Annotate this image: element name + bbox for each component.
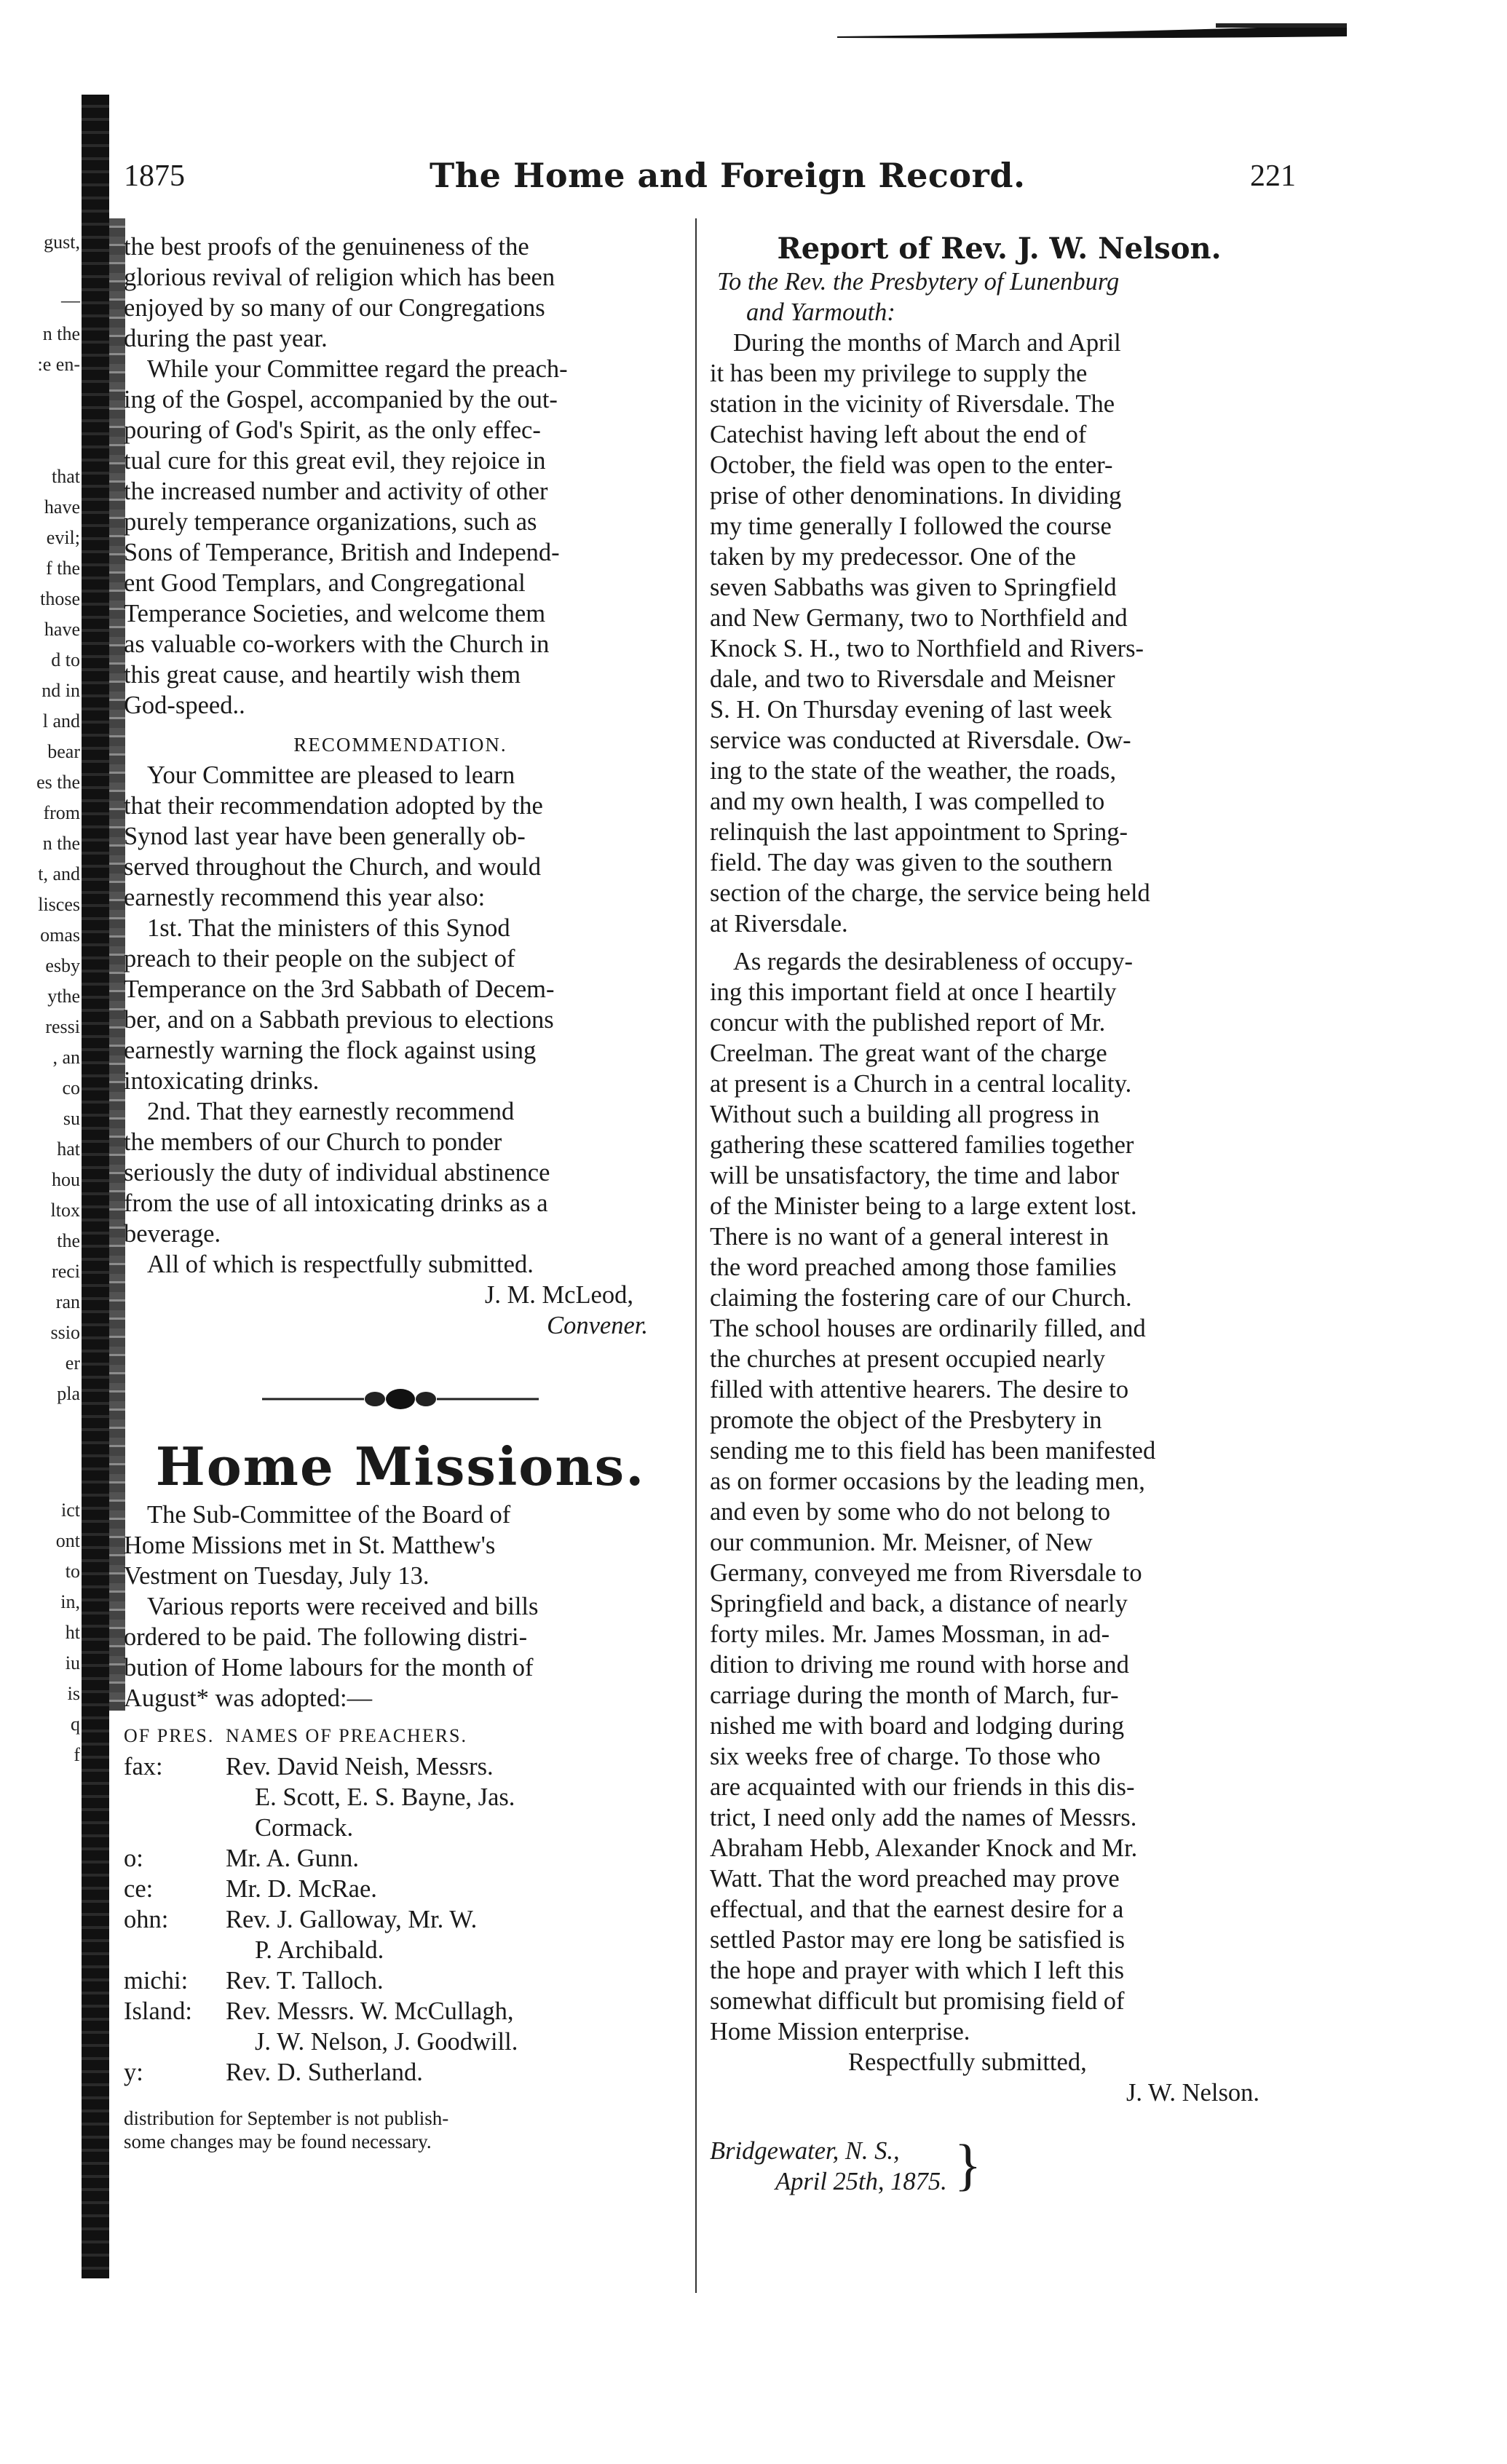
text-line: While your Committee regard the preach-: [147, 355, 568, 383]
text-line: at Riversdale.: [710, 910, 848, 938]
text-line: the hope and prayer with which I left this: [710, 1957, 1125, 1984]
gutter-shadow: [82, 95, 109, 2278]
margin-fragment: d to: [51, 649, 80, 670]
margin-fragment: iu: [65, 1652, 80, 1673]
text-line: from the use of all intoxicating drinks as a: [124, 1189, 548, 1217]
presbytery-cell: o:: [124, 1845, 143, 1872]
margin-fragment: ltox: [50, 1200, 80, 1221]
margin-fragment: :e en-: [37, 354, 80, 375]
gutter-shadow-secondary: [109, 218, 125, 1711]
text-line: earnestly recommend this year also:: [124, 884, 486, 911]
margin-fragment: l and: [42, 710, 80, 732]
text-line: settled Pastor may ere long be satisfied is: [710, 1926, 1126, 1954]
text-line: There is no want of a general interest in: [710, 1223, 1109, 1251]
preachers-cell: Rev. J. Galloway, Mr. W.: [226, 1906, 478, 1933]
text-line: Without such a building all progress in: [710, 1101, 1100, 1128]
presbytery-cell: ohn:: [124, 1906, 169, 1933]
text-line: Springfield and back, a distance of nearly: [710, 1590, 1128, 1617]
text-line: Various reports were received and bills: [147, 1593, 539, 1620]
margin-fragment: es the: [36, 772, 80, 793]
text-line: during the past year.: [124, 325, 328, 352]
margin-fragment: the: [57, 1230, 80, 1251]
text-line: Home Missions met in St. Matthew's: [124, 1532, 496, 1559]
text-line: Germany, conveyed me from Riversdale to: [710, 1559, 1142, 1587]
preachers-table-header: [124, 1721, 677, 1751]
text-line: six weeks free of charge. To those who: [710, 1743, 1101, 1770]
text-line: Synod last year have been generally ob-: [124, 823, 526, 850]
table-row: [124, 2027, 677, 2057]
margin-fragment: ressi: [45, 1016, 80, 1037]
recommendation-paragraph: [124, 760, 677, 913]
margin-fragment: er: [65, 1352, 80, 1374]
report-paragraph-1: [710, 328, 1289, 939]
text-line: and my own health, I was compelled to: [710, 788, 1105, 815]
margin-fragment: ythe: [47, 986, 80, 1007]
text-line: sending me to this field has been manifested: [710, 1437, 1156, 1465]
text-line: relinquish the last appointment to Spring-: [710, 818, 1128, 846]
report-paragraph-2: [710, 946, 1289, 2047]
text-line: the members of our Church to ponder: [124, 1128, 502, 1156]
margin-fragment: pla: [57, 1383, 80, 1404]
signer-name: J. M. McLeod,: [484, 1281, 633, 1309]
home-missions-paragraph-2: [124, 1591, 677, 1714]
preachers-cell: P. Archibald.: [255, 1936, 384, 1964]
text-line: God-speed..: [124, 692, 245, 719]
text-line: glorious revival of religion which has been: [124, 264, 555, 291]
text-line: some changes may be found necessary.: [124, 2131, 432, 2152]
text-line: Abraham Hebb, Alexander Knock and Mr.: [710, 1834, 1138, 1862]
header-year: 1875: [124, 159, 185, 193]
text-line: bution of Home labours for the month of: [124, 1654, 534, 1681]
table-row: [124, 1782, 677, 1813]
presbytery-cell: [124, 1935, 226, 1965]
margin-fragment: is: [67, 1683, 80, 1704]
text-line: ordered to be paid. The following distri-: [124, 1623, 528, 1651]
text-line: dale, and two to Riversdale and Meisner: [710, 665, 1115, 693]
text-line: 1st. That the ministers of this Synod: [147, 914, 510, 942]
column-rule: [695, 218, 697, 2293]
text-line: at present is a Church in a central locality.: [710, 1070, 1132, 1098]
margin-fragment: from: [43, 802, 80, 823]
text-line: The school houses are ordinarily filled, and: [710, 1315, 1146, 1342]
margin-fragment: q: [71, 1714, 80, 1735]
text-line: our communion. Mr. Meisner, of New: [710, 1529, 1093, 1556]
table-row: [124, 1965, 677, 1996]
text-line: Vestment on Tuesday, July 13.: [124, 1562, 430, 1590]
margin-fragment: f the: [46, 558, 80, 579]
text-line: S. H. On Thursday evening of last week: [710, 696, 1112, 724]
dateline: [710, 2133, 1289, 2197]
text-line: forty miles. Mr. James Mossman, in ad-: [710, 1620, 1110, 1648]
text-line: the churches at present occupied nearly: [710, 1345, 1106, 1373]
scan-smudge: [837, 20, 1347, 42]
header-title: The Home and Foreign Record.: [430, 156, 1026, 195]
margin-fragment: bear: [47, 741, 80, 762]
text-line: the increased number and activity of other: [124, 478, 548, 505]
margin-fragment: su: [63, 1108, 80, 1129]
intro-paragraph: [124, 231, 677, 354]
margin-fragment: ht: [65, 1622, 80, 1643]
column-header-preachers: NAMES OF PREACHERS.: [226, 1725, 468, 1746]
text-line: Catechist having left about the end of: [710, 421, 1087, 448]
text-line: Sons of Temperance, British and Independ-: [124, 539, 560, 566]
preachers-cell: Rev. Messrs. W. McCullagh,: [226, 1997, 514, 2025]
column-header-presbytery: OF PRES.: [124, 1725, 215, 1746]
margin-fragment: evil;: [46, 527, 80, 548]
margin-fragment: reci: [52, 1261, 80, 1282]
dateline-date: April 25th, 1875.: [775, 2168, 947, 2195]
dateline-place: Bridgewater, N. S.,: [710, 2137, 900, 2165]
text-line: dition to driving me round with horse and: [710, 1651, 1129, 1679]
text-line: filled with attentive hearers. The desire to: [710, 1376, 1129, 1403]
margin-fragment: omas: [40, 924, 80, 946]
table-row: [124, 1874, 677, 1904]
margin-fragment: —: [61, 290, 80, 311]
margin-fragment: that: [52, 466, 80, 487]
report-title: Report of Rev. J. W. Nelson.: [777, 231, 1222, 266]
text-line: station in the vicinity of Riversdale. The: [710, 390, 1115, 418]
text-line: October, the field was open to the enter-: [710, 451, 1113, 479]
presbytery-cell: [124, 2027, 226, 2057]
closing-line: Respectfully submitted,: [848, 2048, 1087, 2076]
table-row: [124, 1843, 677, 1874]
margin-fragment: ran: [55, 1291, 80, 1312]
presbytery-cell: [124, 1782, 226, 1813]
submitted-line: All of which is respectfully submitted.: [147, 1251, 534, 1278]
signer-role: Convener.: [547, 1312, 648, 1339]
margin-fragment: ont: [55, 1530, 80, 1551]
text-line: are acquainted with our friends in this dis-: [710, 1773, 1135, 1801]
text-line: ing this important field at once I heartily: [710, 978, 1117, 1006]
text-line: ing of the Gospel, accompanied by the out-: [124, 386, 558, 413]
text-line: seven Sabbaths was given to Springfield: [710, 574, 1117, 601]
text-line: Temperance on the 3rd Sabbath of Decem-: [124, 975, 555, 1003]
report-signature: J. W. Nelson.: [1126, 2079, 1259, 2107]
table-row: [124, 1813, 677, 1843]
addressee-line-1: To the Rev. the Presbytery of Lunenburg: [717, 268, 1120, 296]
margin-fragment: lisces: [38, 894, 80, 915]
text-line: Knock S. H., two to Northfield and Rivers-: [710, 635, 1144, 662]
text-line: Creelman. The great want of the charge: [710, 1039, 1107, 1067]
margin-fragment: ict: [61, 1500, 80, 1521]
ornamental-divider: [262, 1384, 539, 1414]
preachers-table: [124, 1751, 677, 2088]
margin-fragment: ssio: [50, 1322, 80, 1343]
margin-fragment: have: [44, 496, 80, 518]
margin-fragment: t, and: [38, 863, 80, 884]
text-line: served throughout the Church, and would: [124, 853, 541, 881]
text-line: claiming the fostering care of our Church.: [710, 1284, 1132, 1312]
text-line: During the months of March and April: [733, 329, 1121, 357]
preachers-cell: Rev. D. Sutherland.: [226, 2059, 423, 2086]
margin-fragment: n the: [42, 833, 80, 854]
text-line: nished me with board and lodging during: [710, 1712, 1125, 1740]
text-line: of the Minister being to a large extent lost.: [710, 1192, 1137, 1220]
text-line: gathering these scattered families together: [710, 1131, 1134, 1159]
text-line: taken by my predecessor. One of the: [710, 543, 1076, 571]
text-line: carriage during the month of March, fur-: [710, 1681, 1119, 1709]
preachers-cell: Rev. T. Talloch.: [226, 1967, 384, 1994]
dateline-brace: }: [954, 2133, 982, 2196]
text-line: trict, I need only add the names of Messrs.: [710, 1804, 1137, 1831]
text-line: Watt. That the word preached may prove: [710, 1865, 1120, 1893]
text-line: field. The day was given to the southern: [710, 849, 1113, 876]
text-line: somewhat difficult but promising field of: [710, 1987, 1125, 2015]
text-line: service was conducted at Riversdale. Ow-: [710, 726, 1131, 754]
margin-fragment: nd in: [41, 680, 80, 701]
presbytery-cell: [124, 1813, 226, 1843]
presbytery-cell: y:: [124, 2059, 143, 2086]
text-line: section of the charge, the service being held: [710, 879, 1150, 907]
text-line: prise of other denominations. In dividing: [710, 482, 1122, 510]
text-line: it has been my privilege to supply the: [710, 360, 1088, 387]
margin-fragment: gust,: [44, 231, 80, 253]
text-line: pouring of God's Spirit, as the only effec-: [124, 416, 541, 444]
text-line: as valuable co-workers with the Church in: [124, 630, 550, 658]
preachers-cell: E. Scott, E. S. Bayne, Jas.: [255, 1783, 515, 1811]
text-line: purely temperance organizations, such as: [124, 508, 537, 536]
margin-fragment: to: [65, 1561, 80, 1582]
text-line: preach to their people on the subject of: [124, 945, 515, 972]
table-row: [124, 2057, 677, 2088]
preachers-cell: Cormack.: [255, 1814, 354, 1842]
text-line: effectual, and that the earnest desire for a: [710, 1895, 1124, 1923]
text-line: distribution for September is not publish-: [124, 2107, 449, 2129]
text-line: As regards the desirableness of occupy-: [733, 948, 1133, 975]
text-line: ber, and on a Sabbath previous to elections: [124, 1006, 554, 1034]
preachers-cell: J. W. Nelson, J. Goodwill.: [255, 2028, 518, 2056]
margin-fragment: those: [40, 588, 80, 609]
home-missions-paragraph-1: [124, 1500, 677, 1591]
text-line: this great cause, and heartily wish them: [124, 661, 521, 689]
table-row: [124, 1904, 677, 1935]
presbytery-cell: fax:: [124, 1753, 163, 1780]
text-line: that their recommendation adopted by the: [124, 792, 543, 820]
preachers-cell: Mr. D. McRae.: [226, 1875, 377, 1903]
text-line: 2nd. That they earnestly recommend: [147, 1098, 515, 1125]
presbytery-cell: michi:: [124, 1967, 189, 1994]
margin-fragment: f: [74, 1744, 80, 1765]
dateline-text: [710, 2136, 947, 2197]
text-line: Home Mission enterprise.: [710, 2018, 970, 2045]
recommendation-item-1: [124, 913, 677, 1096]
table-row: [124, 1751, 677, 1782]
recommendation-item-2: [124, 1096, 677, 1249]
committee-paragraph: [124, 354, 677, 721]
text-line: as on former occasions by the leading men,: [710, 1467, 1145, 1495]
text-line: the word preached among those families: [710, 1253, 1117, 1281]
preachers-cell: Mr. A. Gunn.: [226, 1845, 360, 1872]
left-column: [124, 231, 677, 2153]
text-line: beverage.: [124, 1220, 221, 1248]
margin-fragment: hat: [57, 1138, 80, 1160]
table-row: [124, 1935, 677, 1965]
page-header: [124, 156, 1296, 202]
presbytery-cell: ce:: [124, 1875, 154, 1903]
text-line: will be unsatisfactory, the time and labor: [710, 1162, 1120, 1189]
margin-fragment: esby: [45, 955, 80, 976]
text-line: tual cure for this great evil, they rejoice in: [124, 447, 546, 475]
footnote: [124, 2107, 677, 2153]
addressee-line-2: and Yarmouth:: [746, 298, 895, 326]
margin-fragment: have: [44, 619, 80, 640]
preachers-cell: Rev. David Neish, Messrs.: [226, 1753, 494, 1780]
section-title-home-missions: Home Missions.: [155, 1435, 646, 1497]
text-line: concur with the published report of Mr.: [710, 1009, 1106, 1037]
right-column: [710, 231, 1289, 2197]
margin-fragment: n the: [42, 323, 80, 344]
recommendation-heading: RECOMMENDATION.: [293, 734, 507, 756]
header-page-number: 221: [1250, 159, 1296, 193]
table-row: [124, 1996, 677, 2027]
text-line: intoxicating drinks.: [124, 1067, 320, 1095]
margin-fragment: co: [62, 1077, 80, 1098]
text-line: the best proofs of the genuineness of the: [124, 233, 529, 261]
text-line: enjoyed by so many of our Congregations: [124, 294, 545, 322]
text-line: The Sub-Committee of the Board of: [147, 1501, 511, 1529]
text-line: seriously the duty of individual abstinence: [124, 1159, 550, 1187]
margin-fragment: hou: [52, 1169, 80, 1190]
left-margin-fragments: [0, 0, 80, 2464]
margin-fragment: , an: [52, 1047, 80, 1068]
text-line: August* was adopted:—: [124, 1684, 373, 1712]
text-line: Your Committee are pleased to learn: [147, 761, 515, 789]
presbytery-cell: Island:: [124, 1997, 192, 2025]
text-line: ing to the state of the weather, the roads,: [710, 757, 1117, 785]
margin-fragment: in,: [60, 1591, 80, 1612]
text-line: ent Good Templars, and Congregational: [124, 569, 526, 597]
text-line: and New Germany, two to Northfield and: [710, 604, 1128, 632]
text-line: and even by some who do not belong to: [710, 1498, 1110, 1526]
text-line: my time generally I followed the course: [710, 512, 1112, 540]
text-line: promote the object of the Presbytery in: [710, 1406, 1102, 1434]
text-line: Temperance Societies, and welcome them: [124, 600, 546, 627]
text-line: earnestly warning the flock against using: [124, 1037, 537, 1064]
